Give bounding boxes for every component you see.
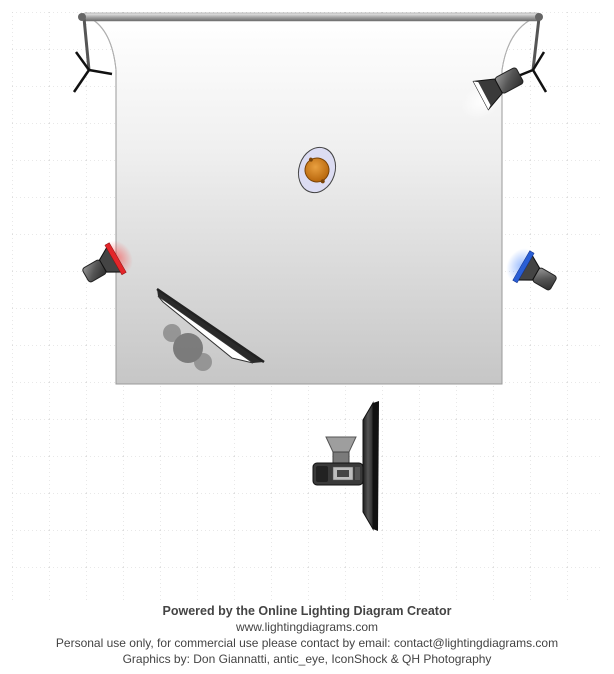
license-text: Personal use only, for commercial use please contact by email: contact@lightingdiagrams.com <box>55 636 559 650</box>
backdrop-rod <box>82 13 540 21</box>
credits-text: Graphics by: Don Giannatti, antic_eye, IconShock & QH Photography <box>122 652 492 666</box>
powered-by-text: Powered by the Online Lighting Diagram Creator <box>162 604 452 618</box>
website-link[interactable]: www.lightingdiagrams.com <box>235 620 379 634</box>
footer <box>0 603 614 667</box>
backdrop <box>90 18 534 384</box>
panel-reflector-icon <box>363 401 379 531</box>
